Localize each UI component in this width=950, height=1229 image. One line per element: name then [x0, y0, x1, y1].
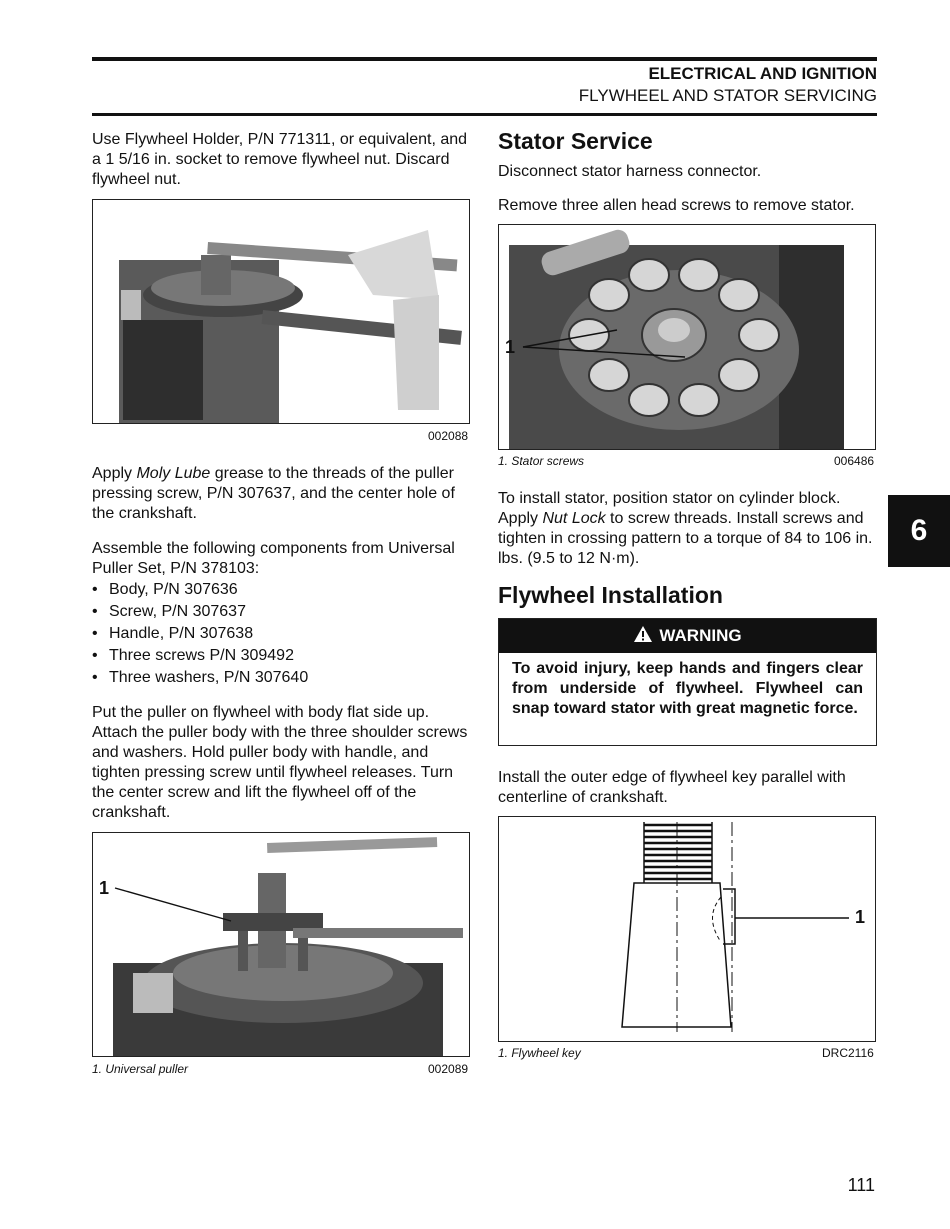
flywheel-holder-photo: [92, 199, 470, 424]
remove-screws-paragraph: Remove three allen head screws to remove stator.: [498, 197, 855, 214]
header-rule-top: [92, 57, 877, 61]
figure-caption: 1. Universal puller: [92, 1062, 189, 1076]
list-item: • Three screws P/N 309492: [92, 645, 470, 667]
component-list: [92, 579, 470, 689]
section-title: ELECTRICAL AND IGNITION: [648, 64, 877, 83]
header-rule-bottom: [92, 113, 877, 116]
stator-photo: [498, 224, 876, 450]
list-item: • Screw, P/N 307637: [92, 601, 470, 623]
callout-label: 1: [505, 337, 516, 357]
figure-code: DRC2116: [822, 1046, 874, 1060]
disconnect-paragraph: Disconnect stator harness connector.: [498, 163, 762, 180]
flywheel-key-paragraph: Install the outer edge of flywheel key parallel with centerline of crankshaft.: [498, 769, 846, 806]
subsection-title: FLYWHEEL AND STATOR SERVICING: [578, 86, 877, 105]
figure-code: 002089: [428, 1062, 469, 1076]
warning-text: To avoid injury, keep hands and fingers clear from underside of flywheel. Flywheel can snap toward stator with great magnetic force.: [512, 660, 863, 717]
callout-label: 1: [99, 878, 110, 898]
moly-lube-paragraph: Apply Moly Lube grease to the threads of the puller pressing screw, P/N 307637, and the center hole of the crankshaft.: [92, 465, 455, 522]
list-item: • Body, P/N 307636: [92, 579, 470, 601]
figure-code: 002088: [428, 429, 469, 443]
puller-paragraph: Put the puller on flywheel with body flat side up. Attach the puller body with the three shoulder screws and washers. Hold puller body with handle, and tighten pressing screw until flywheel releases. Turn the center screw and lift the flywheel off of the crankshaft.: [92, 704, 468, 821]
callout-label: 1: [855, 907, 866, 927]
chapter-tab: 6: [888, 495, 950, 567]
list-item: • Handle, P/N 307638: [92, 623, 470, 645]
install-stator-paragraph: To install stator, position stator on cylinder block. Apply Nut Lock to screw threads. Install screws and tighten in crossing pattern to a torque of 84 to 106 in. lbs. (9.5 to 12 N·m).: [498, 490, 873, 567]
flywheel-nut-paragraph: Use Flywheel Holder, P/N 771311, or equivalent, and a 1 5/16 in. socket to remove flywheel nut. Discard flywheel nut.: [92, 131, 468, 188]
flywheel-key-diagram: [498, 816, 876, 1042]
warning-box: [498, 618, 877, 746]
warning-title: WARNING: [659, 626, 742, 645]
warning-triangle-icon: [633, 625, 653, 648]
assemble-paragraph: Assemble the following components from Universal Puller Set, P/N 378103:: [92, 540, 455, 577]
figure-caption: 1. Flywheel key: [498, 1046, 581, 1060]
page-number: 111: [847, 1175, 875, 1195]
figure-code: 006486: [834, 454, 875, 468]
figure-caption: 1. Stator screws: [498, 454, 585, 468]
list-item: • Three washers, P/N 307640: [92, 667, 470, 689]
warning-header: [499, 619, 876, 653]
stator-service-heading: Stator Service: [498, 128, 653, 154]
universal-puller-photo: [92, 832, 470, 1057]
flywheel-installation-heading: Flywheel Installation: [498, 582, 723, 608]
